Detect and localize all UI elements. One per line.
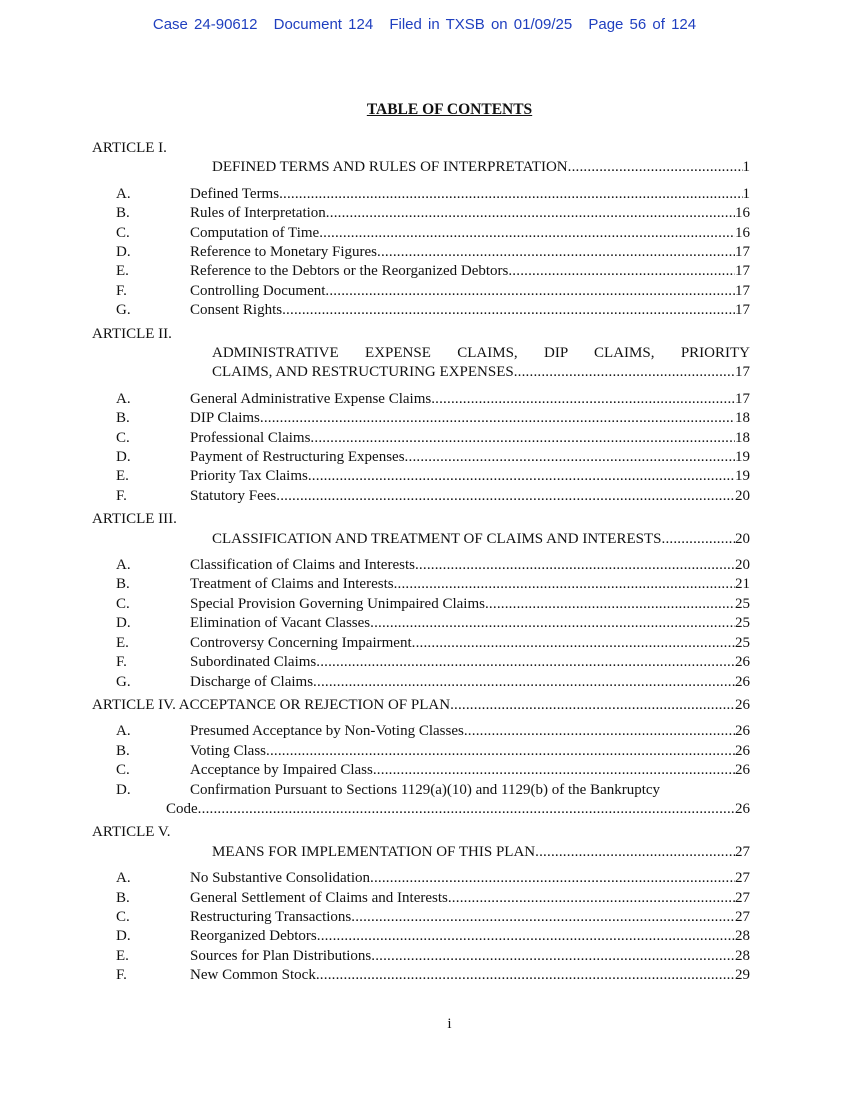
page-number: 26 bbox=[735, 762, 750, 779]
toc-entry[interactable] bbox=[92, 673, 750, 692]
section-title: General Settlement of Claims and Interests bbox=[190, 889, 448, 906]
page-number: 26 bbox=[735, 800, 750, 817]
dot-leader bbox=[377, 243, 735, 262]
page-number: 27 bbox=[735, 908, 750, 925]
section-list bbox=[92, 390, 750, 506]
article-title: MEANS FOR IMPLEMENTATION OF THIS PLAN bbox=[212, 843, 536, 860]
section-list bbox=[92, 185, 750, 321]
article-title-row[interactable] bbox=[92, 696, 750, 715]
toc-entry[interactable] bbox=[92, 908, 750, 927]
page-number: 26 bbox=[735, 696, 750, 713]
dot-leader bbox=[313, 673, 735, 692]
table-of-contents bbox=[92, 136, 750, 990]
section-letter: B. bbox=[116, 576, 130, 593]
section-letter: F. bbox=[116, 654, 127, 671]
toc-entry[interactable] bbox=[92, 761, 750, 780]
section-title: Discharge of Claims bbox=[190, 673, 314, 690]
toc-entry[interactable] bbox=[92, 869, 750, 888]
article-4 bbox=[92, 696, 750, 819]
section-title: DIP Claims bbox=[190, 410, 260, 427]
section-list bbox=[92, 722, 750, 819]
dot-leader bbox=[310, 429, 735, 448]
section-title: No Substantive Consolidation bbox=[190, 870, 370, 887]
page-number: 19 bbox=[735, 468, 750, 485]
court-filing-header bbox=[0, 16, 849, 33]
section-letter: B. bbox=[116, 205, 130, 222]
article-title-row[interactable] bbox=[212, 843, 750, 862]
article-label: ARTICLE IV. ACCEPTANCE OR REJECTION OF PLAN bbox=[92, 696, 451, 713]
section-letter: E. bbox=[116, 468, 129, 485]
page-number: 25 bbox=[735, 634, 750, 651]
section-title: General Administrative Expense Claims bbox=[190, 390, 432, 407]
page-number: 17 bbox=[735, 390, 750, 407]
page-footer-number: i bbox=[447, 1016, 452, 1032]
section-title: Subordinated Claims bbox=[190, 654, 317, 671]
section-title: Reorganized Debtors bbox=[190, 928, 317, 945]
page-number: 20 bbox=[735, 487, 750, 504]
page-number: 27 bbox=[735, 843, 750, 860]
page-number: 26 bbox=[735, 654, 750, 671]
section-title: Consent Rights bbox=[190, 302, 283, 319]
page-number: 28 bbox=[735, 947, 750, 964]
section-letter: G. bbox=[116, 673, 131, 690]
section-title: Priority Tax Claims bbox=[190, 468, 308, 485]
dot-leader bbox=[282, 301, 735, 320]
dot-leader bbox=[317, 927, 735, 946]
page-number: 17 bbox=[735, 282, 750, 299]
page-number: 16 bbox=[735, 224, 750, 241]
article-title-line-2: CLAIMS, AND RESTRUCTURING EXPENSES bbox=[212, 364, 514, 381]
section-title: Controversy Concerning Impairment bbox=[190, 634, 412, 651]
page-number: 1 bbox=[742, 159, 750, 176]
toc-entry[interactable] bbox=[92, 634, 750, 653]
section-letter: D. bbox=[116, 781, 131, 798]
dot-leader bbox=[412, 634, 735, 653]
toc-entry[interactable] bbox=[92, 262, 750, 281]
article-label: ARTICLE III. bbox=[92, 511, 177, 528]
page-number: 17 bbox=[735, 244, 750, 261]
section-letter: E. bbox=[116, 263, 129, 280]
toc-entry[interactable] bbox=[92, 448, 750, 467]
section-letter: C. bbox=[116, 224, 130, 241]
dot-leader bbox=[485, 595, 735, 614]
toc-entry[interactable] bbox=[92, 204, 750, 223]
section-title-line-2: Code bbox=[166, 800, 198, 817]
toc-entry[interactable] bbox=[92, 722, 750, 741]
page-title: TABLE OF CONTENTS bbox=[366, 101, 533, 118]
article-1 bbox=[92, 139, 750, 321]
section-letter: E. bbox=[116, 947, 129, 964]
section-letter: F. bbox=[116, 487, 127, 504]
page-number: 20 bbox=[735, 557, 750, 574]
article-title-line-1: ADMINISTRATIVE EXPENSE CLAIMS, DIP CLAIMS, PRIORITY bbox=[212, 345, 750, 362]
article-label: ARTICLE I. bbox=[92, 140, 167, 156]
dot-leader bbox=[450, 696, 735, 715]
section-list bbox=[92, 869, 750, 985]
section-title: Restructuring Transactions bbox=[190, 908, 352, 925]
section-title: Defined Terms bbox=[190, 185, 280, 202]
dot-leader bbox=[464, 722, 735, 741]
dot-leader bbox=[662, 530, 736, 549]
toc-entry[interactable] bbox=[92, 653, 750, 672]
page-number: 17 bbox=[735, 302, 750, 319]
section-title: New Common Stock bbox=[190, 967, 316, 984]
toc-entry[interactable] bbox=[92, 927, 750, 946]
dot-leader bbox=[308, 467, 735, 486]
section-letter: C. bbox=[116, 429, 130, 446]
dot-leader bbox=[370, 869, 735, 888]
section-letter: A. bbox=[116, 557, 131, 574]
page-number: 25 bbox=[735, 615, 750, 632]
section-letter: A. bbox=[116, 870, 131, 887]
section-letter: D. bbox=[116, 244, 131, 261]
section-letter: C. bbox=[116, 908, 130, 925]
section-letter: E. bbox=[116, 634, 129, 651]
article-5 bbox=[92, 823, 750, 985]
section-title: Rules of Interpretation bbox=[190, 205, 326, 222]
section-title: Reference to the Debtors or the Reorganized Debtors bbox=[190, 263, 509, 280]
dot-leader bbox=[325, 282, 735, 301]
section-letter: D. bbox=[116, 449, 131, 466]
dot-leader bbox=[568, 158, 743, 177]
section-list bbox=[92, 556, 750, 692]
section-title: Payment of Restructuring Expenses bbox=[190, 449, 405, 466]
toc-entry[interactable] bbox=[92, 185, 750, 204]
section-title: Professional Claims bbox=[190, 429, 311, 446]
page-number: 21 bbox=[735, 576, 750, 593]
section-title: Treatment of Claims and Interests bbox=[190, 576, 394, 593]
page-number: 25 bbox=[735, 595, 750, 612]
section-letter: G. bbox=[116, 302, 131, 319]
dot-leader bbox=[326, 204, 735, 223]
toc-entry[interactable] bbox=[92, 966, 750, 985]
section-letter: D. bbox=[116, 615, 131, 632]
page-number: 17 bbox=[735, 364, 750, 381]
section-letter: C. bbox=[116, 595, 130, 612]
toc-entry[interactable] bbox=[92, 224, 750, 243]
section-title: Classification of Claims and Interests bbox=[190, 557, 415, 574]
section-letter: B. bbox=[116, 742, 130, 759]
page-number: 26 bbox=[735, 673, 750, 690]
toc-entry[interactable] bbox=[92, 429, 750, 448]
toc-entry[interactable] bbox=[92, 243, 750, 262]
page-number: 16 bbox=[735, 205, 750, 222]
dot-leader bbox=[266, 742, 735, 761]
section-title: Computation of Time bbox=[190, 224, 320, 241]
section-letter: C. bbox=[116, 762, 130, 779]
page-indicator: Page 56 of 124 bbox=[588, 16, 697, 33]
page-number: 18 bbox=[735, 429, 750, 446]
section-letter: B. bbox=[116, 889, 130, 906]
page-number: 19 bbox=[735, 449, 750, 466]
toc-entry[interactable] bbox=[92, 301, 750, 320]
section-letter: A. bbox=[116, 390, 131, 407]
dot-leader bbox=[514, 363, 735, 382]
dot-leader bbox=[415, 556, 735, 575]
section-title-line-1: Confirmation Pursuant to Sections 1129(a)(10) and 1129(b) of the Bankruptcy bbox=[190, 781, 661, 798]
dot-leader bbox=[535, 843, 735, 862]
section-letter: A. bbox=[116, 723, 131, 740]
page-number: 29 bbox=[735, 967, 750, 984]
section-title: Special Provision Governing Unimpaired Claims bbox=[190, 595, 485, 612]
page-number: 1 bbox=[742, 185, 750, 202]
page-number: 26 bbox=[735, 742, 750, 759]
section-letter: F. bbox=[116, 967, 127, 984]
article-label: ARTICLE V. bbox=[92, 824, 171, 841]
page-number: 28 bbox=[735, 928, 750, 945]
toc-entry[interactable] bbox=[92, 595, 750, 614]
toc-entry[interactable] bbox=[92, 467, 750, 486]
dot-leader bbox=[198, 800, 735, 819]
dot-leader bbox=[260, 409, 735, 428]
page-number: 27 bbox=[735, 870, 750, 887]
dot-leader bbox=[351, 908, 735, 927]
toc-entry[interactable] bbox=[92, 409, 750, 428]
dot-leader bbox=[371, 947, 735, 966]
section-letter: D. bbox=[116, 928, 131, 945]
page-number: 26 bbox=[735, 723, 750, 740]
dot-leader bbox=[319, 224, 735, 243]
section-title: Controlling Document bbox=[190, 282, 326, 299]
dot-leader bbox=[431, 390, 735, 409]
toc-entry[interactable] bbox=[92, 889, 750, 908]
section-title: Presumed Acceptance by Non-Voting Classes bbox=[190, 723, 464, 740]
article-3 bbox=[92, 510, 750, 692]
article-label: ARTICLE II. bbox=[92, 325, 172, 342]
dot-leader bbox=[316, 966, 735, 985]
dot-leader bbox=[508, 262, 735, 281]
article-title-row[interactable] bbox=[212, 158, 750, 177]
dot-leader bbox=[279, 185, 742, 204]
toc-entry[interactable] bbox=[92, 575, 750, 594]
section-title: Sources for Plan Distributions bbox=[190, 947, 372, 964]
case-number: Case 24-90612 bbox=[152, 16, 258, 33]
dot-leader bbox=[405, 448, 735, 467]
section-title: Acceptance by Impaired Class bbox=[190, 762, 373, 779]
page-number: 20 bbox=[735, 530, 750, 547]
section-letter: F. bbox=[116, 282, 127, 299]
dot-leader bbox=[448, 889, 735, 908]
dot-leader bbox=[370, 614, 735, 633]
dot-leader bbox=[394, 575, 735, 594]
dot-leader bbox=[276, 487, 735, 506]
article-2 bbox=[92, 325, 750, 507]
dot-leader bbox=[316, 653, 735, 672]
section-title: Statutory Fees bbox=[190, 487, 277, 504]
section-letter: B. bbox=[116, 410, 130, 427]
article-title: DEFINED TERMS AND RULES OF INTERPRETATION bbox=[212, 159, 568, 176]
page-number: 27 bbox=[735, 889, 750, 906]
filing-info: Filed in TXSB on 01/09/25 bbox=[389, 16, 573, 33]
page-number: 18 bbox=[735, 410, 750, 427]
toc-entry[interactable] bbox=[92, 614, 750, 633]
toc-entry[interactable] bbox=[92, 742, 750, 761]
document-number: Document 124 bbox=[273, 16, 374, 33]
section-title: Elimination of Vacant Classes bbox=[190, 615, 371, 632]
article-title: CLASSIFICATION AND TREATMENT OF CLAIMS AND INTERESTS bbox=[212, 530, 662, 547]
dot-leader bbox=[373, 761, 735, 780]
toc-entry[interactable] bbox=[92, 282, 750, 301]
page-number: 17 bbox=[735, 263, 750, 280]
toc-entry[interactable] bbox=[92, 390, 750, 409]
article-title-row[interactable] bbox=[212, 530, 750, 549]
toc-entry[interactable] bbox=[92, 781, 750, 820]
section-letter: A. bbox=[116, 185, 131, 202]
section-title: Reference to Monetary Figures bbox=[190, 244, 378, 261]
toc-entry[interactable] bbox=[92, 487, 750, 506]
section-title: Voting Class bbox=[190, 742, 266, 759]
toc-entry[interactable] bbox=[92, 947, 750, 966]
toc-entry[interactable] bbox=[92, 556, 750, 575]
article-title-row[interactable] bbox=[212, 344, 750, 383]
